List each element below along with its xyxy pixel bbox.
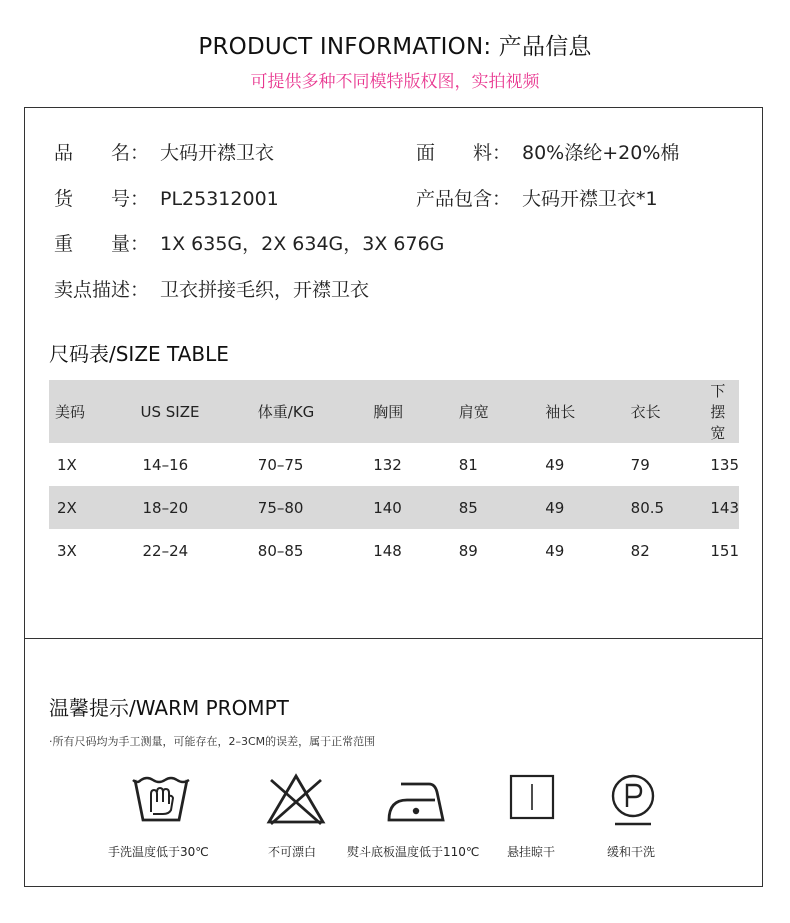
- table-cell: 80–85: [257, 541, 304, 560]
- table-cell: 18–20: [134, 486, 251, 529]
- care-label-no-bleach: 不可漂白: [268, 845, 317, 859]
- table-cell: 49: [545, 541, 565, 560]
- table-cell: 151: [710, 541, 739, 560]
- care-label-hang-dry: 悬挂晾干: [507, 845, 556, 859]
- prompt-note: ·所有尺码均为手工测量，可能存在，2–3CM的误差，属于正常范围: [49, 735, 376, 748]
- prompt-title: 温馨提示/WARM PROMPT: [49, 696, 289, 720]
- header-cell: 胸围: [367, 380, 453, 443]
- info-fabric-value: 80%涤纶+20%棉: [522, 142, 680, 164]
- table-cell: 79: [630, 455, 650, 474]
- table-cell: 14–16: [142, 455, 189, 474]
- table-cell: 85: [453, 486, 539, 529]
- table-cell: 148: [373, 541, 402, 560]
- info-name: [54, 138, 274, 165]
- table-cell: 1X: [57, 455, 77, 474]
- info-weight-label: 重 量：: [54, 233, 150, 255]
- info-fabric: [416, 138, 679, 165]
- table-cell: 80.5: [625, 486, 705, 529]
- info-sku: [54, 184, 279, 211]
- table-cell: 49: [539, 486, 624, 529]
- size-table: [49, 380, 739, 572]
- header-cell: 美码: [49, 380, 134, 443]
- info-name-value: 大码开襟卫衣: [160, 142, 275, 164]
- info-weight-value: 1X 635G，2X 634G，3X 676G: [160, 233, 445, 255]
- header-cell: 肩宽: [453, 380, 539, 443]
- info-sku-label: 货 号：: [54, 188, 150, 210]
- info-includes-value: 大码开襟卫衣*1: [522, 188, 658, 210]
- info-selling-value: 卫衣拼接毛织，开襟卫衣: [160, 279, 370, 301]
- care-label-hand-wash: 手洗温度低于30℃: [108, 845, 209, 859]
- table-cell: 82: [630, 541, 650, 560]
- info-sku-value: PL25312001: [160, 188, 279, 210]
- header-cell: 下摆宽: [704, 380, 739, 443]
- size-table-title: 尺码表/SIZE TABLE: [49, 342, 229, 366]
- table-cell: 70–75: [257, 455, 304, 474]
- table-row: [49, 443, 739, 486]
- table-cell: 49: [545, 455, 565, 474]
- section-divider: [24, 638, 763, 639]
- page-subtitle: 可提供多种不同模特版权图，实拍视频: [250, 72, 540, 92]
- info-includes: [416, 184, 658, 211]
- header-cell: 体重/KG: [252, 380, 367, 443]
- hand-wash-icon: [101, 772, 221, 828]
- size-table-header: [49, 380, 739, 443]
- care-label-iron: 熨斗底板温度低于110℃: [347, 845, 480, 859]
- dry-clean-p-icon: [573, 772, 693, 828]
- table-cell: 132: [373, 455, 402, 474]
- table-cell: 75–80: [252, 486, 367, 529]
- table-cell: 89: [458, 541, 478, 560]
- header-cell: 袖长: [539, 380, 624, 443]
- table-cell: 2X: [49, 486, 134, 529]
- table-row: [49, 529, 739, 572]
- table-cell: 22–24: [142, 541, 189, 560]
- no-bleach-icon: [236, 772, 356, 828]
- info-includes-label: 产品包含：: [416, 188, 512, 210]
- page-title: PRODUCT INFORMATION: 产品信息: [198, 34, 592, 60]
- table-cell: 140: [367, 486, 453, 529]
- info-selling-label: 卖点描述：: [54, 279, 150, 301]
- iron-low-icon: [356, 772, 476, 828]
- info-weight: [54, 229, 444, 256]
- info-fabric-label: 面 料：: [416, 142, 512, 164]
- table-cell: 135: [710, 455, 739, 474]
- table-row: [49, 486, 739, 529]
- header-cell: 衣长: [625, 380, 705, 443]
- info-name-label: 品 名：: [54, 142, 150, 164]
- table-cell: 81: [458, 455, 478, 474]
- table-cell: 143: [704, 486, 739, 529]
- care-label-dry-clean: 缓和干洗: [607, 845, 656, 859]
- table-cell: 3X: [57, 541, 77, 560]
- info-selling: [54, 275, 369, 302]
- header-cell: US SIZE: [134, 380, 251, 443]
